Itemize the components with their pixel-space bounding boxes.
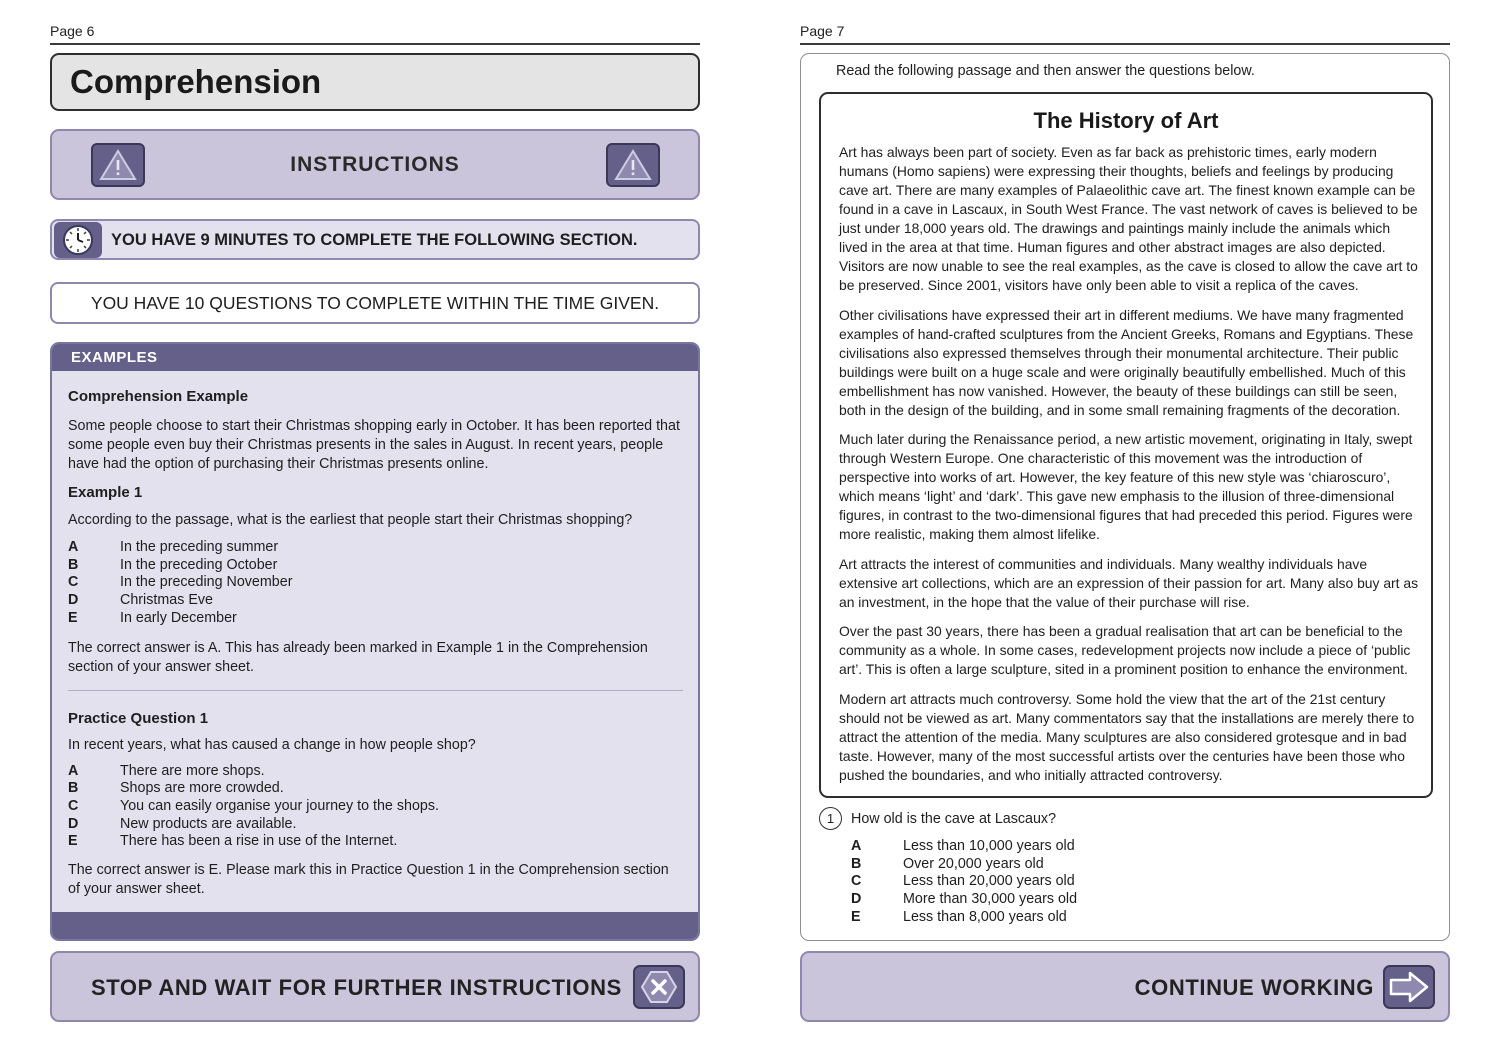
example-1-question: According to the passage, what is the earliest that people start their Christmas shopping? bbox=[68, 512, 633, 528]
question-1-text: How old is the cave at Lascaux? bbox=[851, 810, 1057, 827]
examples-header: EXAMPLES bbox=[52, 344, 698, 371]
option-letter: D bbox=[68, 815, 79, 832]
option-letter: E bbox=[68, 609, 78, 626]
section-title-box bbox=[50, 53, 700, 111]
option-text: Shops are more crowded. bbox=[120, 780, 284, 797]
option-text: In the preceding summer bbox=[120, 539, 279, 555]
stop-label: STOP AND WAIT FOR FURTHER INSTRUCTIONS bbox=[91, 975, 622, 1000]
example-1-heading: Example 1 bbox=[68, 484, 143, 501]
header-rule bbox=[50, 43, 700, 45]
option-letter: E bbox=[851, 908, 861, 925]
comprehension-example-heading: Comprehension Example bbox=[68, 388, 249, 405]
option-text: There are more shops. bbox=[120, 762, 265, 779]
passage-paragraph: Art has always been part of society. Even as far back as prehistoric times, early modern humans (Homo sapiens) were expressing their thoughts, beliefs and feelings by producing cave art. There are many examples of Palaeolithic cave art. The finest known example can be found in a cave in Lascaux, in South West France. The vast network of caves is believed to be just under 18,000 years old. The drawings and paintings mainly include the animals which lived in the area at that time. Human figures and other abstract images are also depicted. Visitors are now unable to see the real examples, as the cave is closed to allow the cave art to be preserved. Since 2001, visitors have only been able to visit a replica of the caves. bbox=[839, 144, 1418, 293]
passage-body bbox=[839, 143, 1419, 795]
passage-box bbox=[819, 92, 1433, 798]
header-rule bbox=[800, 43, 1450, 45]
option-letter: A bbox=[851, 838, 862, 854]
warning-icon bbox=[606, 143, 660, 187]
question-frame bbox=[800, 53, 1450, 941]
continue-banner bbox=[800, 951, 1450, 1022]
option-letter: E bbox=[68, 833, 78, 850]
option-text: In early December bbox=[120, 609, 237, 626]
option-letter: A bbox=[68, 762, 79, 779]
right-page bbox=[800, 0, 1450, 1061]
question-count-box bbox=[50, 282, 700, 324]
continue-label: CONTINUE WORKING bbox=[1134, 975, 1374, 1000]
option-text: There has been a rise in use of the Internet. bbox=[120, 833, 398, 850]
instructions-banner bbox=[50, 129, 700, 200]
option-letter: B bbox=[68, 556, 79, 573]
time-limit-bar bbox=[50, 219, 700, 260]
option-text: You can easily organise your journey to the shops. bbox=[120, 797, 439, 814]
option-letter: D bbox=[851, 891, 862, 908]
option-text: Christmas Eve bbox=[120, 592, 213, 609]
stop-icon bbox=[633, 965, 685, 1009]
time-limit-text: YOU HAVE 9 MINUTES TO COMPLETE THE FOLLOWING SECTION. bbox=[111, 230, 638, 249]
option-text: More than 30,000 years old bbox=[903, 891, 1078, 908]
passage-paragraph: Art attracts the interest of communities and individuals. Many wealthy individuals have extensive art collections, which are an expression of their passion for art. Many also buy art as an investment, in the hope that the value of their purchase will rise. bbox=[839, 555, 1419, 610]
option-letter: B bbox=[851, 855, 862, 872]
question-number-badge: 1 bbox=[819, 807, 842, 830]
option-text: In the preceding November bbox=[120, 574, 293, 591]
clock-icon bbox=[54, 222, 102, 258]
page-number: Page 7 bbox=[800, 23, 845, 39]
comprehension-example-text: Some people choose to start their Christmas shopping early in October. It has been reported that some people even buy their Christmas presents in the sales in August. In recent years, people have had the option of purchasing their Christmas presents online. bbox=[68, 418, 680, 472]
practice-question-1-text: In recent years, what has caused a change in how people shop? bbox=[68, 736, 476, 753]
instructions-label: INSTRUCTIONS bbox=[290, 152, 460, 176]
left-page bbox=[50, 0, 700, 1061]
option-text: New products are available. bbox=[120, 815, 297, 832]
option-letter: A bbox=[68, 539, 79, 555]
arrow-right-icon bbox=[1383, 965, 1435, 1009]
page-number: Page 6 bbox=[50, 23, 95, 39]
stop-banner bbox=[50, 951, 700, 1022]
question-count-text: YOU HAVE 10 QUESTIONS TO COMPLETE WITHIN THE TIME GIVEN. bbox=[90, 292, 660, 313]
examples-divider bbox=[68, 690, 683, 691]
option-letter: B bbox=[68, 780, 79, 797]
option-text: Less than 8,000 years old bbox=[903, 908, 1067, 925]
example-1-answer-note: The correct answer is A. This has already been marked in Example 1 in the Comprehension section of your answer sheet. bbox=[68, 639, 648, 675]
option-letter: C bbox=[851, 873, 862, 890]
examples-body bbox=[68, 371, 683, 899]
passage-paragraph: Modern art attracts much controversy. Some hold the view that the art of the 21st century should not be viewed as art. Many commentators say that the installations are merely there to attract the attention of the media. Many sculptures are also considered grotesque and in bad taste. However, many of the most successful artists over the centuries have been those who pushed the boundaries, and who initially attracted controversy. bbox=[839, 690, 1415, 783]
passage-paragraph: Much later during the Renaissance period, a new artistic movement, originating in Italy, swept through Western Europe. One characteristic of this movement was the introduction of perspective into works of art. However, the key feature of this new style was ‘chiaroscuro’, which means ‘light’ and ‘dark’. This gave new emphasis to the illusion of three-dimensional figures, in contrast to the two-dimensional figures that had preceded this period. Figures were more realistic, making them almost lifelike. bbox=[839, 431, 1413, 542]
passage-title: The History of Art bbox=[1033, 108, 1219, 133]
option-text: Over 20,000 years old bbox=[903, 855, 1044, 872]
passage-intro: Read the following passage and then answer the questions below. bbox=[836, 63, 1255, 79]
option-letter: C bbox=[68, 797, 79, 814]
option-letter: C bbox=[68, 574, 79, 591]
question-1 bbox=[819, 807, 1056, 830]
option-text: Less than 20,000 years old bbox=[903, 873, 1075, 890]
option-letter: D bbox=[68, 592, 79, 609]
examples-panel bbox=[50, 342, 700, 941]
examples-footer bbox=[52, 912, 698, 939]
option-text: Less than 10,000 years old bbox=[903, 838, 1075, 854]
option-text: In the preceding October bbox=[120, 556, 278, 573]
practice-question-1-options bbox=[68, 763, 683, 852]
section-title: Comprehension bbox=[70, 63, 322, 100]
example-1-options bbox=[68, 539, 683, 628]
passage-paragraph: Other civilisations have expressed their art in different mediums. We have many fragmented examples of hand-crafted sculptures from the Ancient Greeks, Romans and Egyptians. These civilisations also expressed themselves through their monumental architecture. Their public buildings were built on a huge scale and were originally beautifully embellished. Much of this embellishment has now vanished. However, the beauty of these buildings can still be seen, both in the design of the building, and in some small remaining fragments of the decoration. bbox=[839, 306, 1414, 418]
warning-icon bbox=[91, 143, 145, 187]
passage-paragraph: Over the past 30 years, there has been a gradual realisation that art can be beneficial to the community as a whole. In some cases, redevelopment projects now include a piece of ‘public art’. This is often a large sculpture, sited in a prominent position to enhance the environment. bbox=[839, 623, 1411, 677]
question-1-options bbox=[851, 838, 1351, 927]
option-list bbox=[851, 838, 1351, 927]
practice-question-1-answer-note: The correct answer is E. Please mark this in Practice Question 1 in the Comprehension section of your answer sheet. bbox=[68, 862, 669, 898]
practice-question-1-heading: Practice Question 1 bbox=[68, 709, 209, 727]
